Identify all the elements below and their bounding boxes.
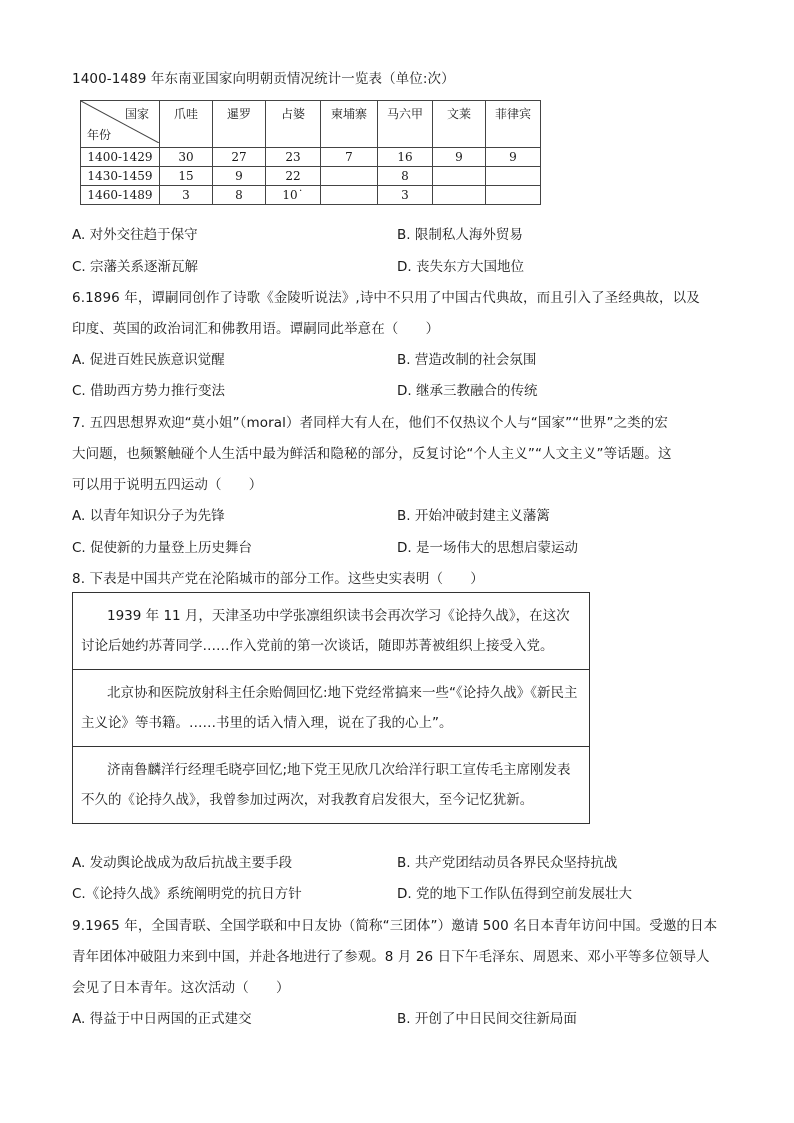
table-cell: 9 xyxy=(433,148,486,167)
table-cell: 7 xyxy=(321,148,378,167)
q8-option-a: A. 发动舆论战成为敌后抗战主要手段 xyxy=(72,855,293,871)
q6-stem-line: 6.1896 年，谭嗣同创作了诗歌《金陵听说法》,诗中不只用了中国古代典故，而且引入了圣经典故，以及 xyxy=(72,290,700,306)
q9-option-a: A. 得益于中日两国的正式建交 xyxy=(72,1011,252,1027)
q8-material-table xyxy=(72,592,590,824)
header-year: 年份 xyxy=(87,128,112,142)
material-text: 北京协和医院放射科主任余贻倜回忆:地下党经常搞来一些“《论持久战》《新民主主义论》等书籍。……书里的话入情入理，说在了我的心上”。 xyxy=(81,685,578,731)
q7-option-d: D. 是一场伟大的思想启蒙运动 xyxy=(397,540,578,556)
table-cell xyxy=(486,186,541,205)
table-row xyxy=(81,167,541,186)
column-header: 文莱 xyxy=(433,101,486,148)
table-cell: 8 xyxy=(213,186,266,205)
table-cell: 27 xyxy=(213,148,266,167)
q9-stem-line: 会见了日本青年。这次活动（ ） xyxy=(72,980,290,996)
q7-stem-line: 可以用于说明五四运动（ ） xyxy=(72,477,263,493)
column-header: 柬埔寨 xyxy=(321,101,378,148)
table-cell: 16 xyxy=(378,148,433,167)
q9-option-b: B. 开创了中日民间交往新局面 xyxy=(397,1011,577,1027)
table-cell: 23 xyxy=(266,148,321,167)
q9-stem-line: 青年团体冲破阻力来到中国，并赴各地进行了参观。8 月 26 日下午毛泽东、周恩来、邓小平等多位领导人 xyxy=(72,949,710,965)
table-corner-cell xyxy=(81,101,160,148)
table-cell: 10˙ xyxy=(266,186,321,205)
table-cell xyxy=(486,167,541,186)
q7-option-a: A. 以青年知识分子为先锋 xyxy=(72,508,225,524)
q7-stem-line: 大问题，也频繁触碰个人生活中最为鲜活和隐秘的部分，反复讨论“个人主义”“人文主义”等话题。这 xyxy=(72,446,672,462)
table-cell xyxy=(321,167,378,186)
q9-stem-line: 9.1965 年，全国青联、全国学联和中日友协（简称“三团体”）邀请 500 名日本青年访问中国。受邀的日本 xyxy=(72,918,718,934)
table-row xyxy=(73,747,590,824)
q5-option-c: C. 宗藩关系逐渐瓦解 xyxy=(72,259,199,275)
header-country: 国家 xyxy=(124,107,149,121)
table-cell xyxy=(321,186,378,205)
table-row xyxy=(81,186,541,205)
q8-option-b: B. 共产党团结动员各界民众坚持抗战 xyxy=(397,855,618,871)
q6-option-b: B. 营造改制的社会氛围 xyxy=(397,352,537,368)
q6-option-c: C. 借助西方势力推行变法 xyxy=(72,383,226,399)
column-header: 菲律宾 xyxy=(486,101,541,148)
q7-option-b: B. 开始冲破封建主义藩篱 xyxy=(397,508,550,524)
column-header: 马六甲 xyxy=(378,101,433,148)
material-text: 济南鲁麟洋行经理毛晓亭回忆;地下党王见欣几次给洋行职工宣传毛主席刚发表不久的《论持久战》，我曾参加过两次，对我教育启发很大，至今记忆犹新。 xyxy=(81,762,571,808)
q8-stem: 8. 下表是中国共产党在沦陷城市的部分工作。这些史实表明（ ） xyxy=(72,571,484,587)
table-cell: 9 xyxy=(213,167,266,186)
row-period: 1430-1459 xyxy=(81,167,160,186)
q6-stem-line: 印度、英国的政治词汇和佛教用语。谭嗣同此举意在（ ） xyxy=(72,321,440,337)
column-header: 爪哇 xyxy=(160,101,213,148)
q7-option-c: C. 促使新的力量登上历史舞台 xyxy=(72,540,253,556)
q7-stem-line: 7. 五四思想界欢迎“莫小姐”（moral）者同样大有人在，他们不仅热议个人与“国家”“世界”之类的宏 xyxy=(72,415,668,431)
table-row xyxy=(73,593,590,670)
row-period: 1460-1489 xyxy=(81,186,160,205)
tribute-table xyxy=(80,100,541,205)
table-cell: 3 xyxy=(160,186,213,205)
table-cell: 9 xyxy=(486,148,541,167)
q5-option-b: B. 限制私人海外贸易 xyxy=(397,227,523,243)
q8-option-d: D. 党的地下工作队伍得到空前发展壮大 xyxy=(397,886,632,902)
q5-option-a: A. 对外交往趋于保守 xyxy=(72,227,198,243)
column-header: 占婆 xyxy=(266,101,321,148)
table-row xyxy=(73,670,590,747)
table-cell: 3 xyxy=(378,186,433,205)
q8-option-c: C.《论持久战》系统阐明党的抗日方针 xyxy=(72,886,302,902)
q6-option-a: A. 促进百姓民族意识觉醒 xyxy=(72,352,225,368)
table-cell: 30 xyxy=(160,148,213,167)
table-title: 1400-1489 年东南亚国家向明朝贡情况统计一览表（单位:次） xyxy=(72,71,455,87)
table-row xyxy=(81,148,541,167)
column-header: 暹罗 xyxy=(213,101,266,148)
q6-option-d: D. 继承三教融合的传统 xyxy=(397,383,538,399)
table-cell: 15 xyxy=(160,167,213,186)
table-cell xyxy=(433,186,486,205)
table-cell xyxy=(433,167,486,186)
material-text: 1939 年 11 月，天津圣功中学张凛组织读书会再次学习《论持久战》，在这次讨论后她约苏菁同学……作入党前的第一次谈话，随即苏菁被组织上接受入党。 xyxy=(81,608,570,654)
q5-option-d: D. 丧失东方大国地位 xyxy=(397,259,524,275)
table-cell: 8 xyxy=(378,167,433,186)
table-cell: 22 xyxy=(266,167,321,186)
row-period: 1400-1429 xyxy=(81,148,160,167)
